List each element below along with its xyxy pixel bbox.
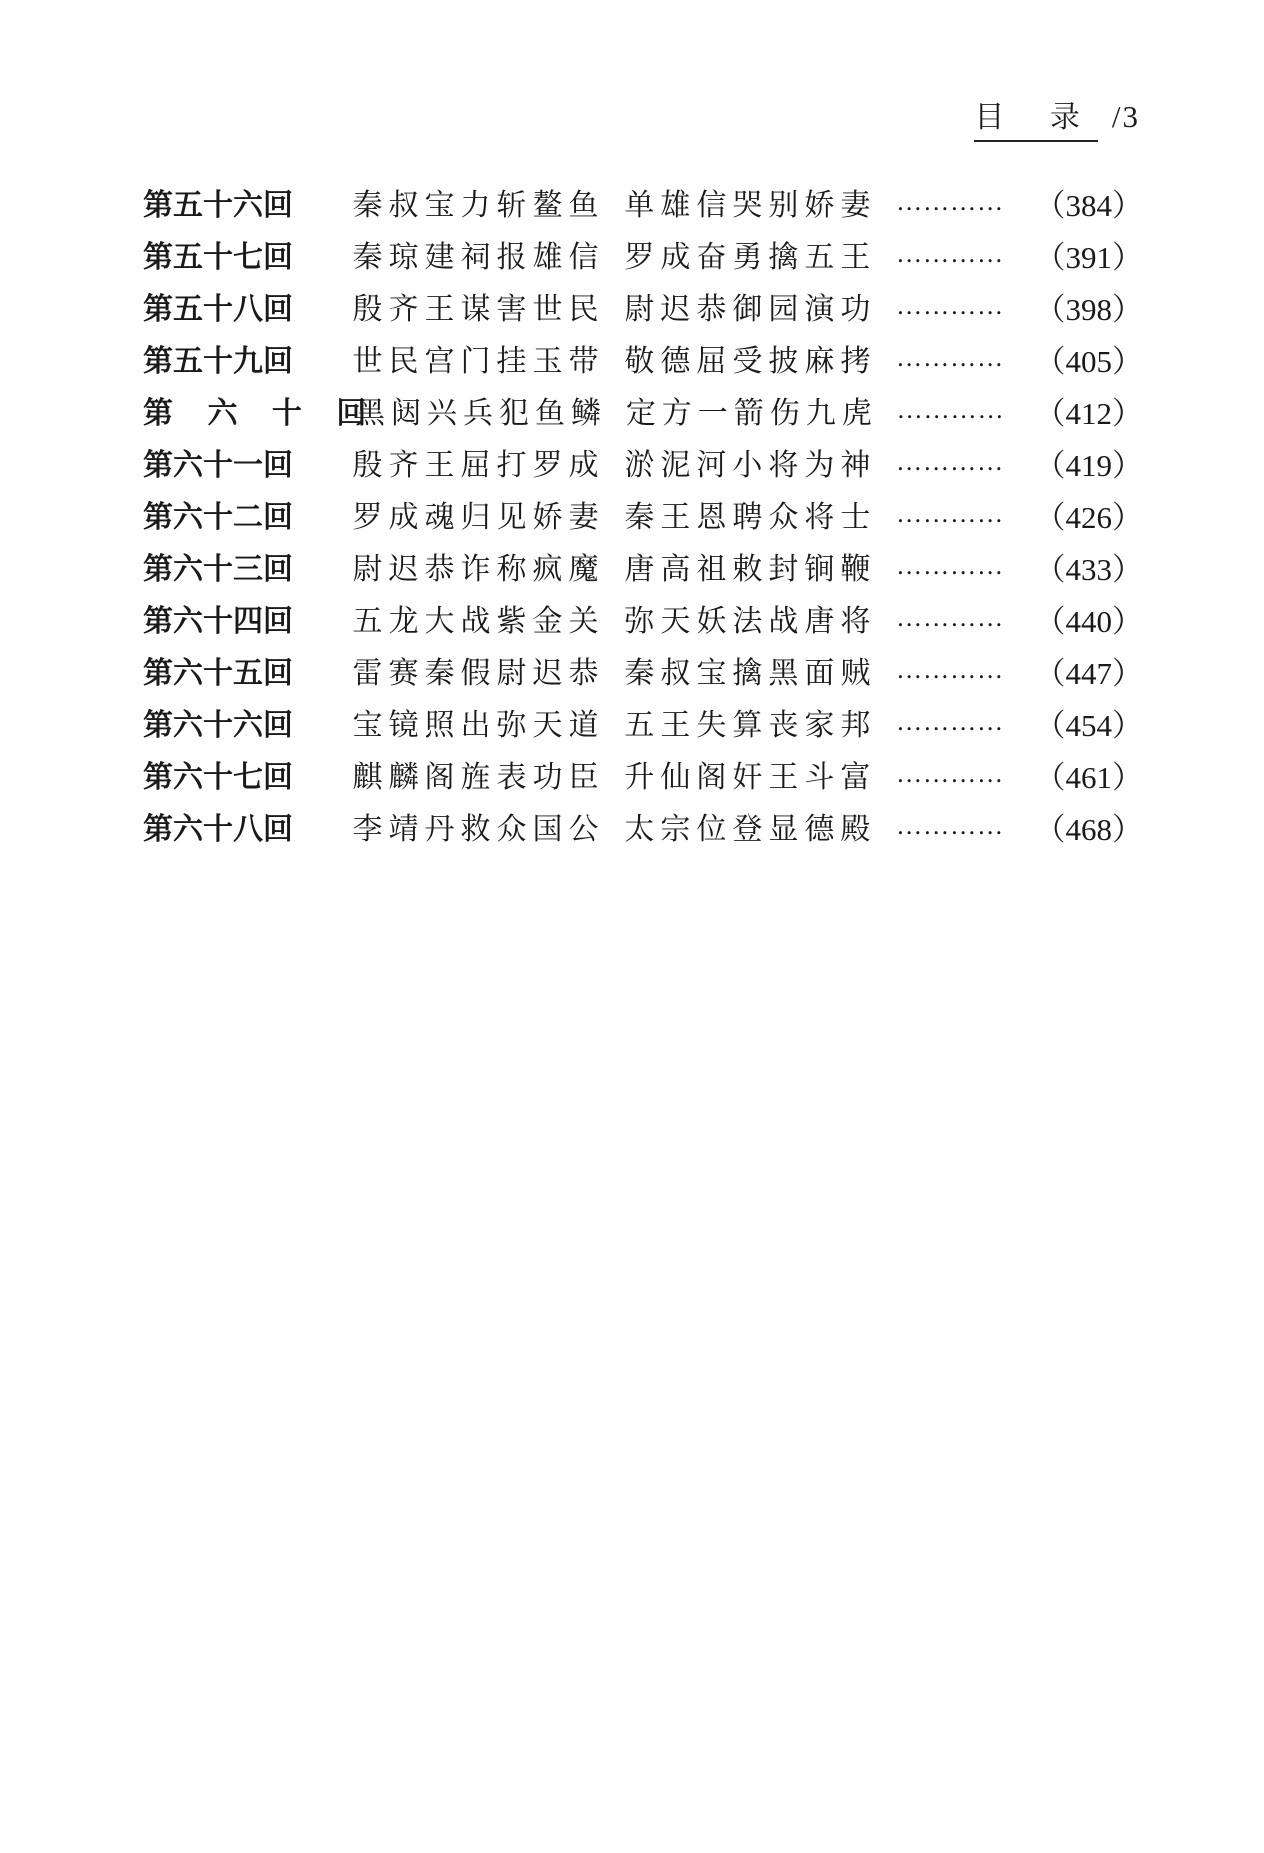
toc-title-first-line: 宝镜照出弥天道: [352, 708, 605, 743]
toc-title-first-line: 罗成魂归见娇妻: [352, 500, 605, 535]
toc-dot-leader: …………: [896, 395, 1005, 424]
toc-chapter-number: 第五十八回: [143, 292, 293, 327]
toc-page-number: （447）: [1034, 655, 1143, 691]
toc-chapter-number: 第六十四回: [143, 604, 293, 639]
toc-title-second-line: 弥天妖法战唐将: [624, 604, 877, 639]
toc-entry: [143, 592, 1143, 644]
toc-page-number: （426）: [1034, 499, 1143, 535]
toc-dot-leader: …………: [896, 655, 1005, 684]
toc-title-first-line: 黑闼兴兵犯鱼鳞: [355, 396, 607, 431]
toc-title-first-line: 五龙大战紫金关: [352, 604, 605, 639]
toc-chapter-number: 第六十六回: [143, 708, 293, 743]
toc-title-second-line: 淤泥河小将为神: [624, 448, 877, 483]
toc-page-number: （433）: [1034, 551, 1143, 587]
toc-dot-leader: …………: [896, 447, 1005, 476]
toc-chapter-number: 第五十七回: [143, 240, 293, 275]
toc-page-number: （405）: [1034, 343, 1143, 379]
toc-dot-leader: …………: [896, 603, 1005, 632]
toc-title-second-line: 定方一箭伤九虎: [625, 396, 878, 431]
toc-title-first-line: 秦琼建祠报雄信: [352, 240, 605, 275]
toc-entry: [143, 540, 1143, 592]
toc-title-first-line: 麒麟阁旌表功臣: [352, 760, 605, 795]
toc-title-second-line: 秦王恩聘众将士: [624, 500, 877, 535]
toc-chapter-number: 第六十七回: [143, 760, 293, 795]
toc-entry: [143, 748, 1143, 800]
toc-title-first-line: 雷赛秦假尉迟恭: [352, 656, 605, 691]
page-header: [974, 92, 1138, 142]
toc-title-second-line: 单雄信哭别娇妻: [624, 188, 877, 223]
toc-entry: [143, 332, 1143, 384]
toc-title-second-line: 唐高祖敕封锏鞭: [624, 552, 877, 587]
toc-title-second-line: 尉迟恭御园演功: [624, 292, 877, 327]
toc-entry: [143, 384, 1143, 436]
toc-chapter-number: 第五十六回: [143, 188, 293, 223]
toc-page-number: （391）: [1034, 239, 1143, 275]
toc-page-number: （461）: [1034, 759, 1143, 795]
toc-dot-leader: …………: [896, 499, 1005, 528]
toc-title-second-line: 五王失算丧家邦: [624, 708, 877, 743]
toc-title-second-line: 秦叔宝擒黑面贼: [624, 656, 877, 691]
toc-chapter-number: 第六十五回: [143, 656, 293, 691]
toc-entry: [143, 436, 1143, 488]
toc-title-first-line: 李靖丹救众国公: [352, 812, 605, 847]
toc-dot-leader: …………: [896, 759, 1005, 788]
toc-page-number: （419）: [1034, 447, 1143, 483]
toc-title-first-line: 世民宫门挂玉带: [352, 344, 605, 379]
toc-title-first-line: 尉迟恭诈称疯魔: [352, 552, 605, 587]
toc-dot-leader: …………: [896, 707, 1005, 736]
header-page-number: 3: [1122, 99, 1138, 134]
section-title: 目 录: [974, 92, 1098, 142]
toc-dot-leader: …………: [896, 551, 1005, 580]
toc-chapter-number: 第六十二回: [143, 500, 293, 535]
toc-dot-leader: …………: [896, 811, 1005, 840]
toc-page-number: （384）: [1034, 187, 1143, 223]
header-separator: /: [1111, 99, 1121, 134]
toc-chapter-number: 第六十三回: [143, 552, 293, 587]
toc-entry: [143, 176, 1143, 228]
toc-entry: [143, 488, 1143, 540]
toc-page-number: （454）: [1034, 707, 1143, 743]
toc-entry: [143, 800, 1143, 852]
toc-page-number: （398）: [1034, 291, 1143, 327]
toc-title-first-line: 殷齐王谋害世民: [352, 292, 605, 327]
toc-chapter-number: 第五十九回: [143, 344, 293, 379]
toc-title-second-line: 升仙阁奸王斗富: [624, 760, 877, 795]
toc-chapter-number: 第六十一回: [143, 448, 293, 483]
toc-entry: [143, 280, 1143, 332]
toc-dot-leader: …………: [896, 239, 1005, 268]
toc-chapter-number: 第六十八回: [143, 812, 293, 847]
toc-entry: [143, 228, 1143, 280]
toc-chapter-number: 第 六 十 回: [143, 396, 379, 431]
toc-title-first-line: 殷齐王屈打罗成: [352, 448, 605, 483]
toc-dot-leader: …………: [896, 291, 1005, 320]
toc-page-number: （440）: [1034, 603, 1143, 639]
toc-title-second-line: 敬德屈受披麻拷: [624, 344, 877, 379]
toc-title-second-line: 太宗位登显德殿: [624, 812, 877, 847]
toc-entry: [143, 644, 1143, 696]
toc-dot-leader: …………: [896, 343, 1005, 372]
table-of-contents: [143, 176, 1143, 852]
toc-title-first-line: 秦叔宝力斩鳌鱼: [352, 188, 605, 223]
toc-page-number: （468）: [1034, 811, 1143, 847]
toc-page-number: （412）: [1034, 395, 1143, 431]
toc-title-second-line: 罗成奋勇擒五王: [624, 240, 877, 275]
toc-entry: [143, 696, 1143, 748]
toc-dot-leader: …………: [896, 187, 1005, 216]
